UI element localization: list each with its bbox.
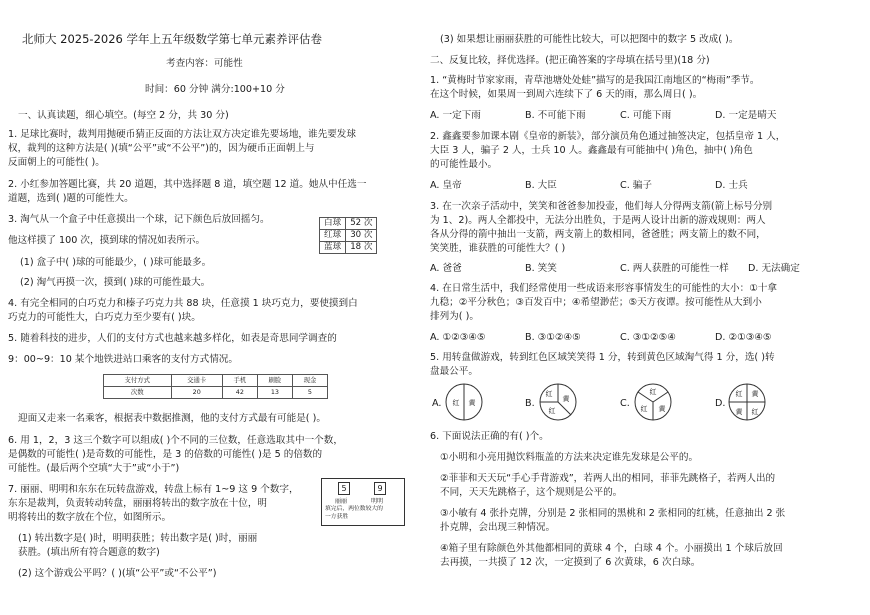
spinner-b bbox=[538, 382, 578, 422]
table-cell: 次数 bbox=[104, 387, 172, 399]
q5-line1: 5. 随着科技的进步，人们的支付方式也越来越多样化，如表是奇思同学调查的 bbox=[8, 333, 337, 344]
table-header: 现金 bbox=[292, 375, 327, 387]
payment-table bbox=[103, 374, 328, 399]
s2q4-line2: 九稳；②平分秋色；③百发百中；④希望渺茫；⑤天方夜谭。按可能性从大到小 bbox=[430, 297, 762, 308]
section-1-heading: 一、认真读题，细心填空。(每空 2 分，共 30 分) bbox=[18, 110, 229, 121]
spinner-a-sector-2: 黄 bbox=[468, 399, 476, 407]
s2q2-line2: 大臣 3 人，骗子 2 人，士兵 10 人。鑫鑫最有可能抽中( )角色，抽中( )角色 bbox=[430, 145, 753, 156]
s2q1-option-d: D. 一定是晴天 bbox=[715, 110, 777, 121]
q3-sub2: (2) 淘气再摸一次，摸到( )球的可能性最大。 bbox=[20, 277, 211, 288]
lili-label: 丽丽 bbox=[335, 498, 348, 505]
spinner-d-label: D. bbox=[715, 398, 726, 409]
s2q2-line3: 的可能性最小。 bbox=[430, 159, 498, 170]
table-header: 支付方式 bbox=[104, 375, 172, 387]
s2q3-option-d: D. 无法确定 bbox=[748, 263, 800, 274]
q3-line2: 他这样摸了 100 次，摸到球的情况如表所示。 bbox=[8, 235, 206, 246]
q7-sub1b: 获胜。(填出所有符合题意的数字) bbox=[18, 547, 160, 558]
spinner-d-sector-3: 黄 bbox=[735, 408, 743, 416]
spinner-a-label: A. bbox=[432, 398, 442, 409]
spinner-c-sector-3: 红 bbox=[640, 405, 648, 413]
q5-line3: 迎面又走来一名乘客，根据表中数据推测，他的支付方式最有可能是( )。 bbox=[18, 413, 326, 424]
table-cell: 5 bbox=[292, 387, 327, 399]
s2q3-line4: 笑笑胜，谁获胜的可能性大？( ) bbox=[430, 243, 566, 254]
table-header: 手机 bbox=[222, 375, 257, 387]
s2q5-line1: 5. 用转盘做游戏，转到红色区域笑笑得 1 分，转到黄色区域淘气得 1 分，选( )转 bbox=[430, 352, 775, 363]
q5-line2: 9：00~9：10 某个地铁进站口乘客的支付方式情况。 bbox=[8, 354, 238, 365]
q7-sub1: (1) 转出数字是( )时，明明获胜；转出数字是( )时，丽丽 bbox=[18, 533, 258, 544]
q6-line3: 可能性。(最后两个空填“大于”或“小于”) bbox=[8, 463, 180, 474]
exam-time: 时间：60 分钟 满分:100+10 分 bbox=[145, 84, 285, 95]
game-note-2: 一方获胜 bbox=[325, 514, 349, 520]
table-cell: 13 bbox=[257, 387, 292, 399]
s2q5-line2: 盘最公平。 bbox=[430, 366, 478, 377]
mingming-label: 明明 bbox=[371, 498, 384, 505]
game-note-1: 填完后，两位数较大的 bbox=[325, 506, 383, 512]
spinner-d-sector-1: 红 bbox=[735, 390, 743, 398]
s2q3-option-a: A. 爸爸 bbox=[430, 263, 462, 274]
table-cell: 30 次 bbox=[346, 230, 377, 242]
s2q4-option-c: C. ③①②⑤④ bbox=[620, 332, 676, 343]
table-cell: 52 次 bbox=[346, 218, 377, 230]
spinner-b-sector-1: 红 bbox=[545, 390, 553, 398]
spinner-c bbox=[633, 382, 673, 422]
q7-sub2: (2) 这个游戏公平吗？( )(填“公平”或“不公平”) bbox=[18, 568, 217, 579]
s2q3-line1: 3. 在一次亲子活动中，笑笑和爸爸参加投壶，他们每人分得两支箭(箭上标号分别 bbox=[430, 201, 773, 212]
tens-digit-box: 5 bbox=[338, 482, 350, 495]
spinner-c-sector-1: 红 bbox=[649, 388, 657, 396]
spinner-c-label: C. bbox=[620, 398, 630, 409]
section-2-heading: 二、反复比较，择优选择。(把正确答案的字母填在括号里)(18 分) bbox=[430, 55, 710, 66]
spinner-d-sector-4: 红 bbox=[751, 408, 759, 416]
s2q2-line1: 2. 鑫鑫要参加课本剧《皇帝的新装》，部分演员角色通过抽签决定，包括皇帝 1 人， bbox=[430, 131, 786, 142]
s2q1-option-c: C. 可能下雨 bbox=[620, 110, 672, 121]
table-cell: 42 bbox=[222, 387, 257, 399]
digit-game-box bbox=[321, 478, 405, 526]
s2q2-option-c: C. 骗子 bbox=[620, 180, 652, 191]
s2q6-item4a: ④箱子里有除颜色外其他都相同的黄球 4 个，白球 4 个。小丽摸出 1 个球后放回 bbox=[440, 543, 783, 554]
s2q3-line2: 为 1、2)。两人全都投中，无法分出胜负，于是两人设计出新的游戏规则：两人 bbox=[430, 215, 766, 226]
spinner-d bbox=[727, 382, 767, 422]
table-cell: 红球 bbox=[320, 230, 346, 242]
spinner-b-label: B. bbox=[525, 398, 535, 409]
s2q4-option-b: B. ③①②④⑤ bbox=[525, 332, 581, 343]
q7-line2: 东东是裁判，负责转动转盘，丽丽将转出的数字放在十位，明 bbox=[8, 498, 268, 509]
s2q1-line2: 在这个时候，如果周一到周六连续下了 6 天的雨，那么周日( )。 bbox=[430, 89, 703, 100]
q7-line3: 明将转出的数字放在个位，如图所示。 bbox=[8, 512, 172, 523]
s2q6-item1: ①小明和小亮用抛饮料瓶盖的方法来决定谁先发球是公平的。 bbox=[440, 452, 699, 463]
table-cell: 20 bbox=[171, 387, 222, 399]
q2-line1: 2. 小红参加答题比赛，共 20 道题，其中选择题 8 道，填空题 12 道。她从中任选一 bbox=[8, 179, 367, 190]
s2q2-option-a: A. 皇帝 bbox=[430, 180, 462, 191]
table-cell: 18 次 bbox=[346, 242, 377, 254]
table-cell: 白球 bbox=[320, 218, 346, 230]
s2q6-line1: 6. 下面说法正确的有( )个。 bbox=[430, 431, 549, 442]
q3-sub1: (1) 盒子中( )球的可能最少，( )球可能最多。 bbox=[20, 257, 212, 268]
spinner-a bbox=[444, 382, 484, 422]
s2q4-option-a: A. ①②③④⑤ bbox=[430, 332, 486, 343]
s2q3-line3: 各从分得的箭中抽出一支箭，两支箭上的数相同，爸爸胜；两支箭上的数不同， bbox=[430, 229, 766, 240]
s2q3-option-c: C. 两人获胜的可能性一样 bbox=[620, 263, 729, 274]
s2q6-item2b: 不同，天天先跳格子，这个规则是公平的。 bbox=[440, 487, 623, 498]
s2q2-option-d: D. 士兵 bbox=[715, 180, 748, 191]
q1-line1: 1. 足球比赛时，裁判用抛硬币猜正反面的方法让双方决定谁先要场地，谁先要发球 bbox=[8, 129, 356, 140]
q6-line1: 6. 用 1，2，3 这三个数字可以组成( )个不同的三位数，任意选取其中一个数， bbox=[8, 435, 343, 446]
spinner-b-sector-2: 黄 bbox=[562, 395, 570, 403]
ball-table bbox=[319, 217, 377, 254]
s2q6-item2a: ②菲菲和天天玩“手心手背游戏”，若两人出的相同，菲菲先跳格子，若两人出的 bbox=[440, 473, 776, 484]
spinner-d-sector-2: 黄 bbox=[751, 390, 759, 398]
q6-line2: 是偶数的可能性( )是奇数的可能性，是 3 的倍数的可能性( )是 5 的倍数的 bbox=[8, 449, 323, 460]
page-title: 北师大 2025-2026 学年上五年级数学第七单元素养评估卷 bbox=[22, 32, 322, 46]
spinner-b-sector-3: 红 bbox=[548, 407, 556, 415]
s2q2-option-b: B. 大臣 bbox=[525, 180, 557, 191]
table-row bbox=[104, 387, 328, 399]
q4-line1: 4. 有完全相同的白巧克力和榛子巧克力共 88 块，任意摸 1 块巧克力，要使摸到白 bbox=[8, 298, 358, 309]
table-row bbox=[320, 230, 377, 242]
q2-line2: 道题，选到( )题的可能性大。 bbox=[8, 193, 134, 204]
exam-content: 考查内容：可能性 bbox=[166, 58, 243, 69]
q4-line2: 巧克力的可能性大，白巧克力至少要有( )块。 bbox=[8, 312, 201, 323]
q3-line1: 3. 淘气从一个盒子中任意摸出一个球，记下颜色后放回摇匀。 bbox=[8, 214, 270, 225]
table-row bbox=[320, 242, 377, 254]
s2q6-item4b: 去再摸，一共摸了 12 次，一定摸到了 6 次黄球，6 次白球。 bbox=[440, 557, 701, 568]
q7-line1: 7. 丽丽、明明和东东在玩转盘游戏，转盘上标有 1~9 这 9 个数字， bbox=[8, 484, 299, 495]
table-header: 交通卡 bbox=[171, 375, 222, 387]
spinner-c-sector-2: 黄 bbox=[658, 405, 666, 413]
q1-line3: 反面朝上的可能性( )。 bbox=[8, 157, 105, 168]
s2q6-item3a: ③小敏有 4 张扑克牌，分别是 2 张相同的黑桃和 2 张相同的红桃，任意抽出 2 张 bbox=[440, 508, 786, 519]
table-header: 刷脸 bbox=[257, 375, 292, 387]
s2q3-option-b: B. 笑笑 bbox=[525, 263, 557, 274]
s2q4-line3: 排列为( )。 bbox=[430, 311, 479, 322]
spinner-a-sector-1: 红 bbox=[452, 399, 460, 407]
table-cell: 蓝球 bbox=[320, 242, 346, 254]
ones-digit-box: 9 bbox=[374, 482, 386, 495]
table-row bbox=[320, 218, 377, 230]
q1-line2: 权，裁判的这种方法是( )(填“公平”或“不公平”)的，因为硬币正面朝上与 bbox=[8, 143, 315, 154]
s2q1-option-a: A. 一定下雨 bbox=[430, 110, 481, 121]
s2q4-line1: 4. 在日常生活中，我们经常使用一些成语来形容事情发生的可能性的大小：①十拿 bbox=[430, 283, 777, 294]
s2q4-option-d: D. ②①③④⑤ bbox=[715, 332, 772, 343]
s2q1-line1: 1. “黄梅时节家家雨，青草池塘处处蛙”描写的是我国江南地区的“梅雨”季节。 bbox=[430, 75, 760, 86]
table-row bbox=[104, 375, 328, 387]
s2q6-item3b: 扑克牌，会出现三种情况。 bbox=[440, 522, 556, 533]
s2q1-option-b: B. 不可能下雨 bbox=[525, 110, 586, 121]
q7-sub3: (3) 如果想让丽丽获胜的可能性比较大，可以把图中的数字 5 改成( )。 bbox=[440, 34, 739, 45]
